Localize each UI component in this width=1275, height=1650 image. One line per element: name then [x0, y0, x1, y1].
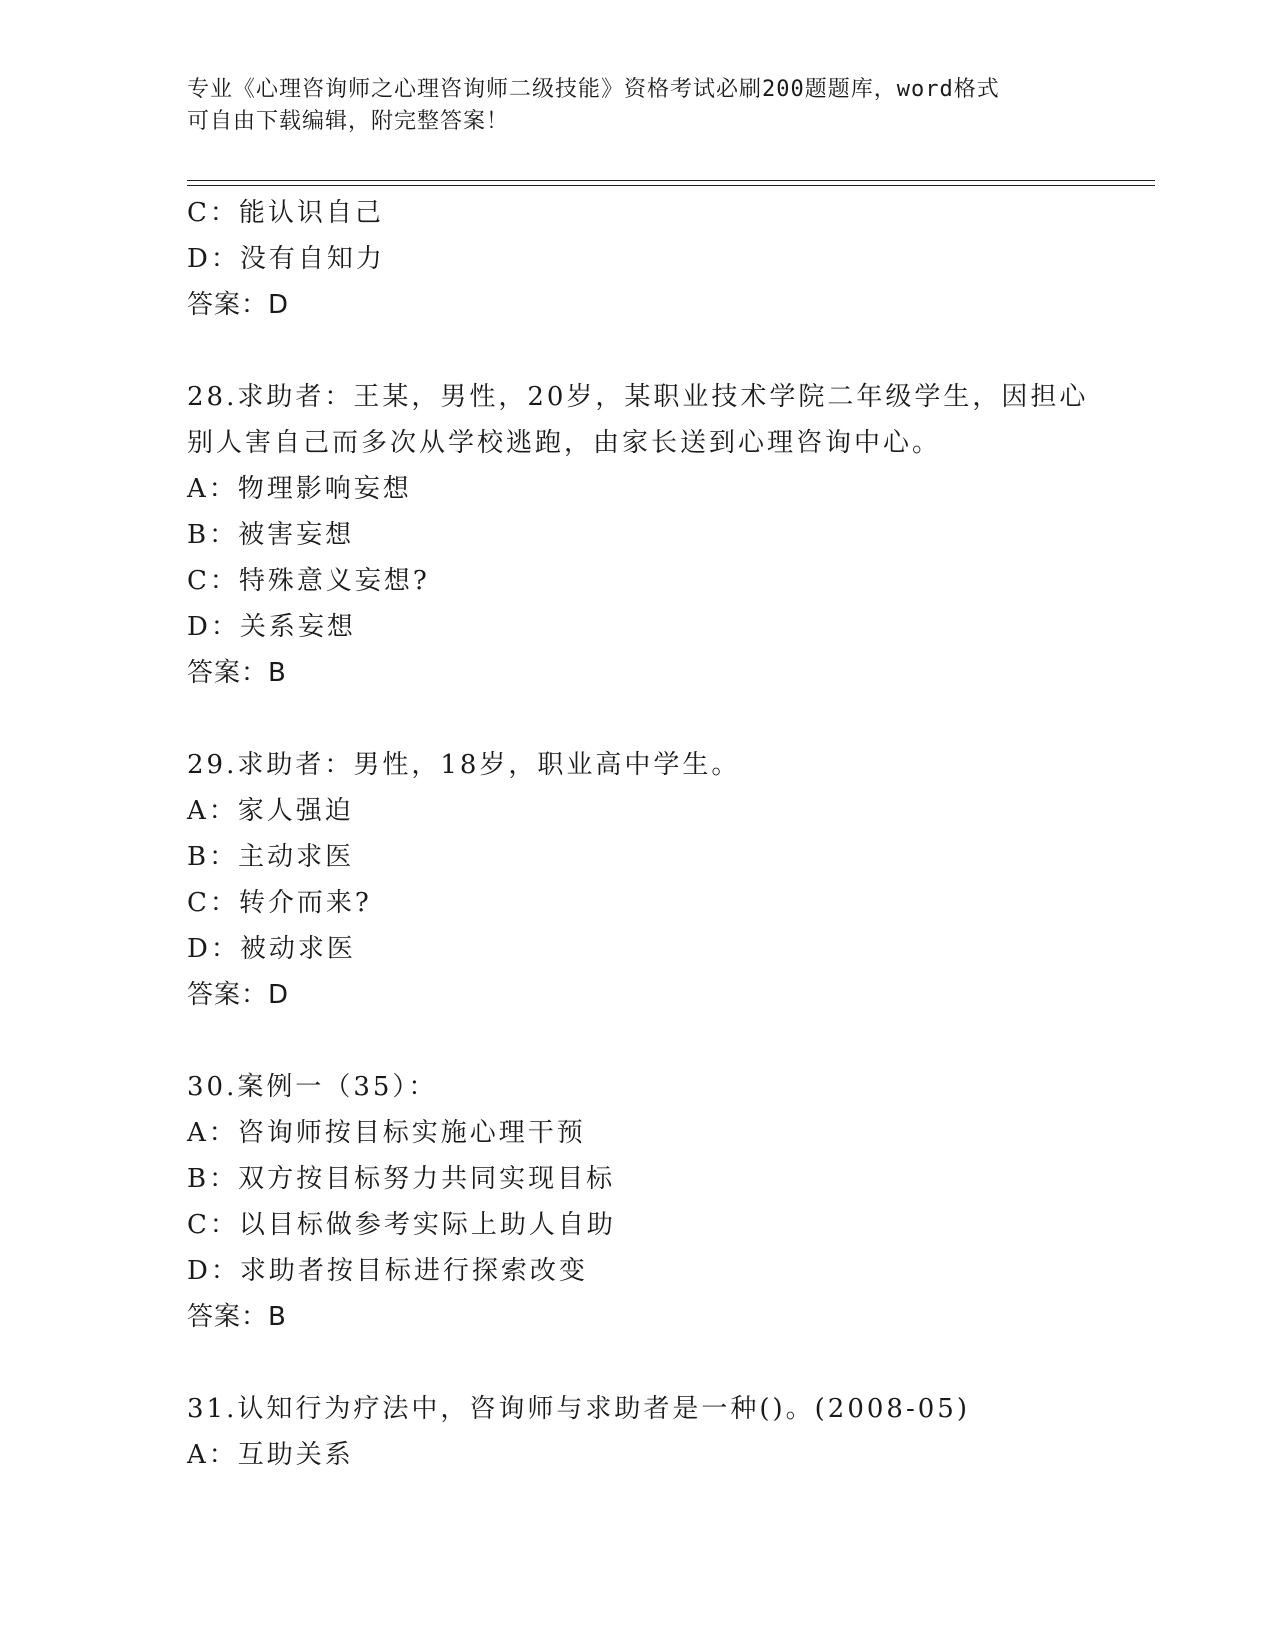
block-spacer [187, 328, 1147, 374]
question-text: 29.求助者：男性，18岁，职业高中学生。 [187, 750, 741, 780]
answer-option: D：关系妄想 [187, 612, 356, 642]
header-rule-bottom [187, 185, 1155, 186]
answer-option: B：双方按目标努力共同实现目标 [187, 1164, 616, 1194]
answer-option: C：能认识自己 [187, 198, 384, 228]
block-spacer [187, 696, 1147, 742]
answer-option: D：没有自知力 [187, 244, 385, 274]
answer-option: C：特殊意义妄想? [187, 566, 430, 596]
answer-option: A：物理影响妄想 [187, 474, 412, 504]
answer-option: A：家人强迫 [187, 796, 354, 826]
block-spacer [187, 1340, 1147, 1386]
header-rule-top [187, 180, 1155, 181]
answer-key: 答案：B [187, 658, 287, 688]
answer-option: A：互助关系 [187, 1440, 354, 1470]
answer-key: 答案：D [187, 980, 290, 1010]
answer-key: 答案：B [187, 1302, 287, 1332]
answer-option: A：咨询师按目标实施心理干预 [187, 1118, 586, 1148]
question-block [187, 742, 1147, 1018]
header-line-1: 专业《心理咨询师之心理咨询师二级技能》资格考试必刷200题题库，word格式 [187, 77, 1000, 102]
answer-option: C：以目标做参考实际上助人自助 [187, 1210, 616, 1240]
question-text: 30.案例一（35）： [187, 1072, 438, 1102]
question-list [187, 190, 1147, 1478]
block-spacer [187, 1018, 1147, 1064]
answer-option: D：求助者按目标进行探索改变 [187, 1256, 588, 1286]
answer-option: C：转介而来? [187, 888, 372, 918]
question-text: 31.认知行为疗法中，咨询师与求助者是一种()。(2008-05) [187, 1394, 970, 1424]
question-block [187, 190, 1147, 328]
answer-option: B：被害妄想 [187, 520, 355, 550]
question-block [187, 1064, 1147, 1340]
question-block [187, 374, 1147, 696]
answer-option: D：被动求医 [187, 934, 356, 964]
answer-option: B：主动求医 [187, 842, 355, 872]
document-header [187, 74, 1087, 138]
header-line-2: 可自由下载编辑，附完整答案！ [187, 109, 510, 134]
question-block [187, 1386, 1147, 1478]
question-text: 别人害自己而多次从学校逃跑，由家长送到心理咨询中心。 [187, 428, 942, 458]
answer-key: 答案：D [187, 290, 290, 320]
question-text: 28.求助者：王某，男性，20岁，某职业技术学院二年级学生，因担心 [187, 382, 1089, 412]
